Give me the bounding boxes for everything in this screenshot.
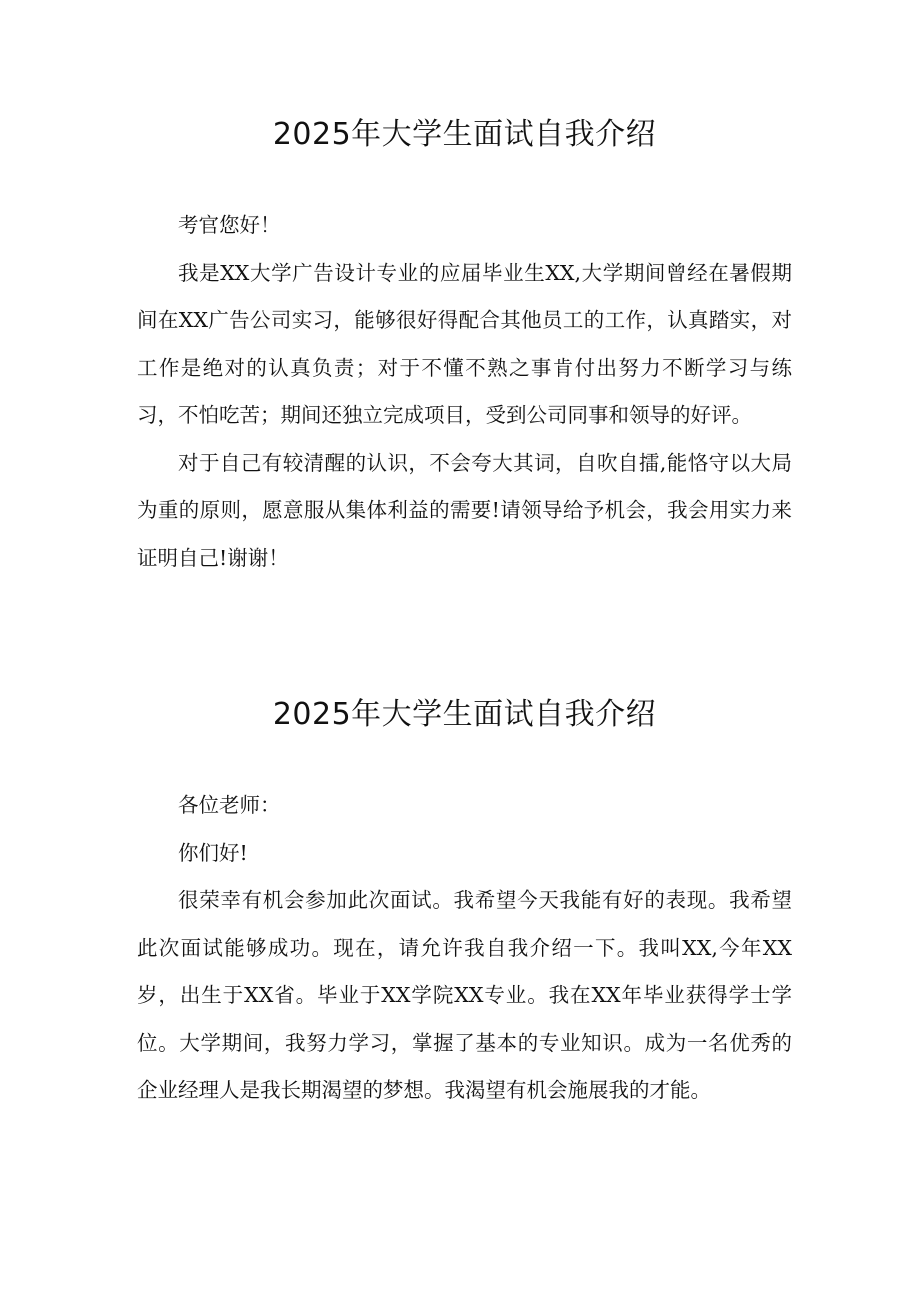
section-title: 2025年大学生面试自我介绍 — [272, 697, 657, 732]
intro-section-2 — [137, 690, 792, 1115]
greeting-line: 考官您好！ — [178, 213, 281, 237]
body-paragraph: 我是XX大学广告设计专业的应届毕业生XX,大学期间曾经在暑假期间在XX广告公司实习，能够很好得配合其他员工的工作，认真踏实，对工作是绝对的认真负责；对于不懂不熟之事肯付出努力不断学习与练习，不怕吃苦；期间还独立完成项目，受到公司同事和领导的好评。 — [137, 260, 792, 427]
body-paragraph: 对于自己有较清醒的认识，不会夸大其词，自吹自擂,能恪守以大局为重的原则，愿意服从集体利益的需要!请领导给予机会，我会用实力来证明自己!谢谢！ — [137, 450, 792, 570]
greeting-line: 各位老师： — [178, 793, 281, 817]
greeting-line: 你们好! — [178, 840, 248, 865]
intro-section-1 — [137, 110, 792, 582]
body-paragraph: 很荣幸有机会参加此次面试。我希望今天我能有好的表现。我希望此次面试能够成功。现在，请允许我自我介绍一下。我叫XX,今年XX岁，出生于XX省。毕业于XX学院XX专业。我在XX年毕业获得学士学位。大学期间，我努力学习，掌握了基本的专业知识。成为一名优秀的企业经理人是我长期渴望的梦想。我渴望有机会施展我的才能。 — [137, 888, 792, 1102]
section-title: 2025年大学生面试自我介绍 — [272, 117, 657, 152]
